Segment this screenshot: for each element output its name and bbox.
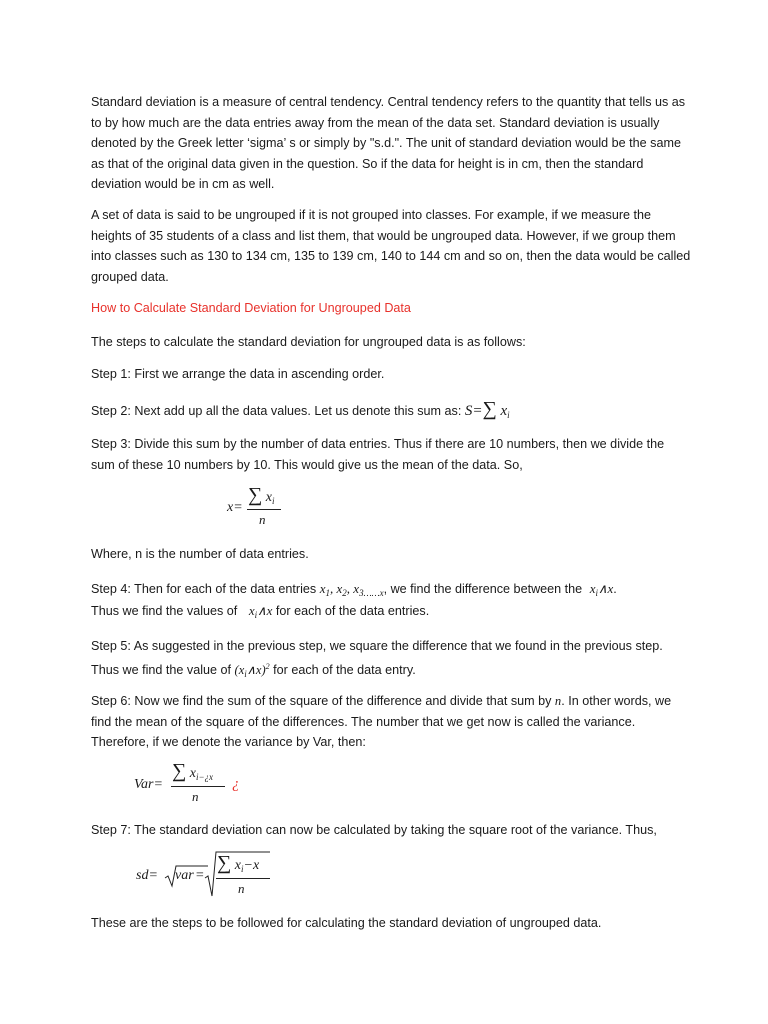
- sd-fraction-bar: [216, 878, 270, 879]
- step-7: Step 7: The standard deviation can now be calculated by taking the square root of the variance. Thus,: [91, 823, 657, 837]
- sd-numerator: ∑ $x_i-x$: [217, 852, 260, 874]
- variance-fraction-bar: [171, 786, 225, 787]
- paragraph-definition: Standard deviation is a measure of central tendency. Central tendency refers to the quantity that tells us as to by how much are the data entries away from the mean of the data set. Standard deviation is usually denoted by the Greek letter ‘sigma’ s or simply by "s.d.". The unit of standard deviation would be the same as that of the original data given in the question. So if the data for height is in cm, then the standard deviation would be in cm as well.: [91, 95, 686, 191]
- section-heading: How to Calculate Standard Deviation for Ungrouped Data: [91, 301, 411, 315]
- difference-math-2: $x_i\wedge x$: [248, 603, 273, 620]
- sqrt-var-radicand: var: [175, 868, 194, 883]
- variance-denominator: n: [192, 789, 199, 804]
- sd-lhs: sd=: [136, 868, 158, 883]
- closing-paragraph: These are the steps to be followed for calculating the standard deviation of ungrouped data.: [91, 916, 602, 930]
- step-1: Step 1: First we arrange the data in ascending order.: [91, 367, 385, 381]
- data-entries-math: $x_1$, $x_2$, $x_{3\dots\dots x}$: [319, 581, 384, 598]
- difference-math-1: $x_i\wedge x$: [589, 581, 614, 598]
- mean-fraction-bar: [247, 509, 281, 510]
- mean-lhs: x=: [227, 500, 243, 515]
- mean-numerator: ∑ $x_i$: [248, 484, 275, 506]
- paragraph-ungrouped: A set of data is said to be ungrouped if it is not grouped into classes. For example, if we measure the heights of 35 students of a class and list them, that would be ungrouped data. However, if we group them into classes such as 130 to 134 cm, 135 to 139 cm, 140 to 144 cm and so on, then the data would be called grouped data.: [91, 208, 691, 284]
- step-4-line2: Thus we find the values of $x_i\wedge x$ for each of the data entries.: [91, 603, 430, 620]
- squared-difference-math: $(x_i\wedge x)^2$: [234, 661, 270, 679]
- variance-red-mark: ¿: [232, 776, 240, 792]
- step-2: [91, 399, 691, 426]
- where-n: Where, n is the number of data entries.: [91, 547, 309, 561]
- step-2-text: Step 2: Next add up all the data values. Let us denote this sum as:: [91, 404, 462, 418]
- step-6: Step 6: Now we find the sum of the square of the difference and divide that sum by n. In other words, we find the mean of the square of the differences. The number that we get now is called the variance. Therefore, if we denote the variance by Var, then:: [91, 694, 672, 749]
- variance-lhs: Var=: [134, 777, 163, 792]
- mean-denominator: n: [259, 512, 266, 527]
- step-4-line1: Step 4: Then for each of the data entries $x_1$, $x_2$, $x_{3\dots\dots x}$, we find the difference between the $x_i\wedge x$.: [91, 581, 617, 598]
- step-3: Step 3: Divide this sum by the number of data entries. Thus if there are 10 numbers, then we divide the sum of these 10 numbers by 10. This would give us the mean of the data. So,: [91, 437, 665, 472]
- sd-denominator: n: [238, 881, 245, 896]
- sd-equals: =: [195, 868, 205, 883]
- step-5: Step 5: As suggested in the previous step, we square the difference that we found in the previous step. Thus we find the value of $(x_i\wedge x)^2$ for each of the data entry.: [91, 639, 663, 679]
- sum-equation: S=∑ $x_i$: [464, 398, 510, 420]
- variance-numerator: ∑ $x_{i-¿x}$: [172, 760, 214, 782]
- intro-paragraph: The steps to calculate the standard deviation for ungrouped data is as follows:: [91, 335, 526, 349]
